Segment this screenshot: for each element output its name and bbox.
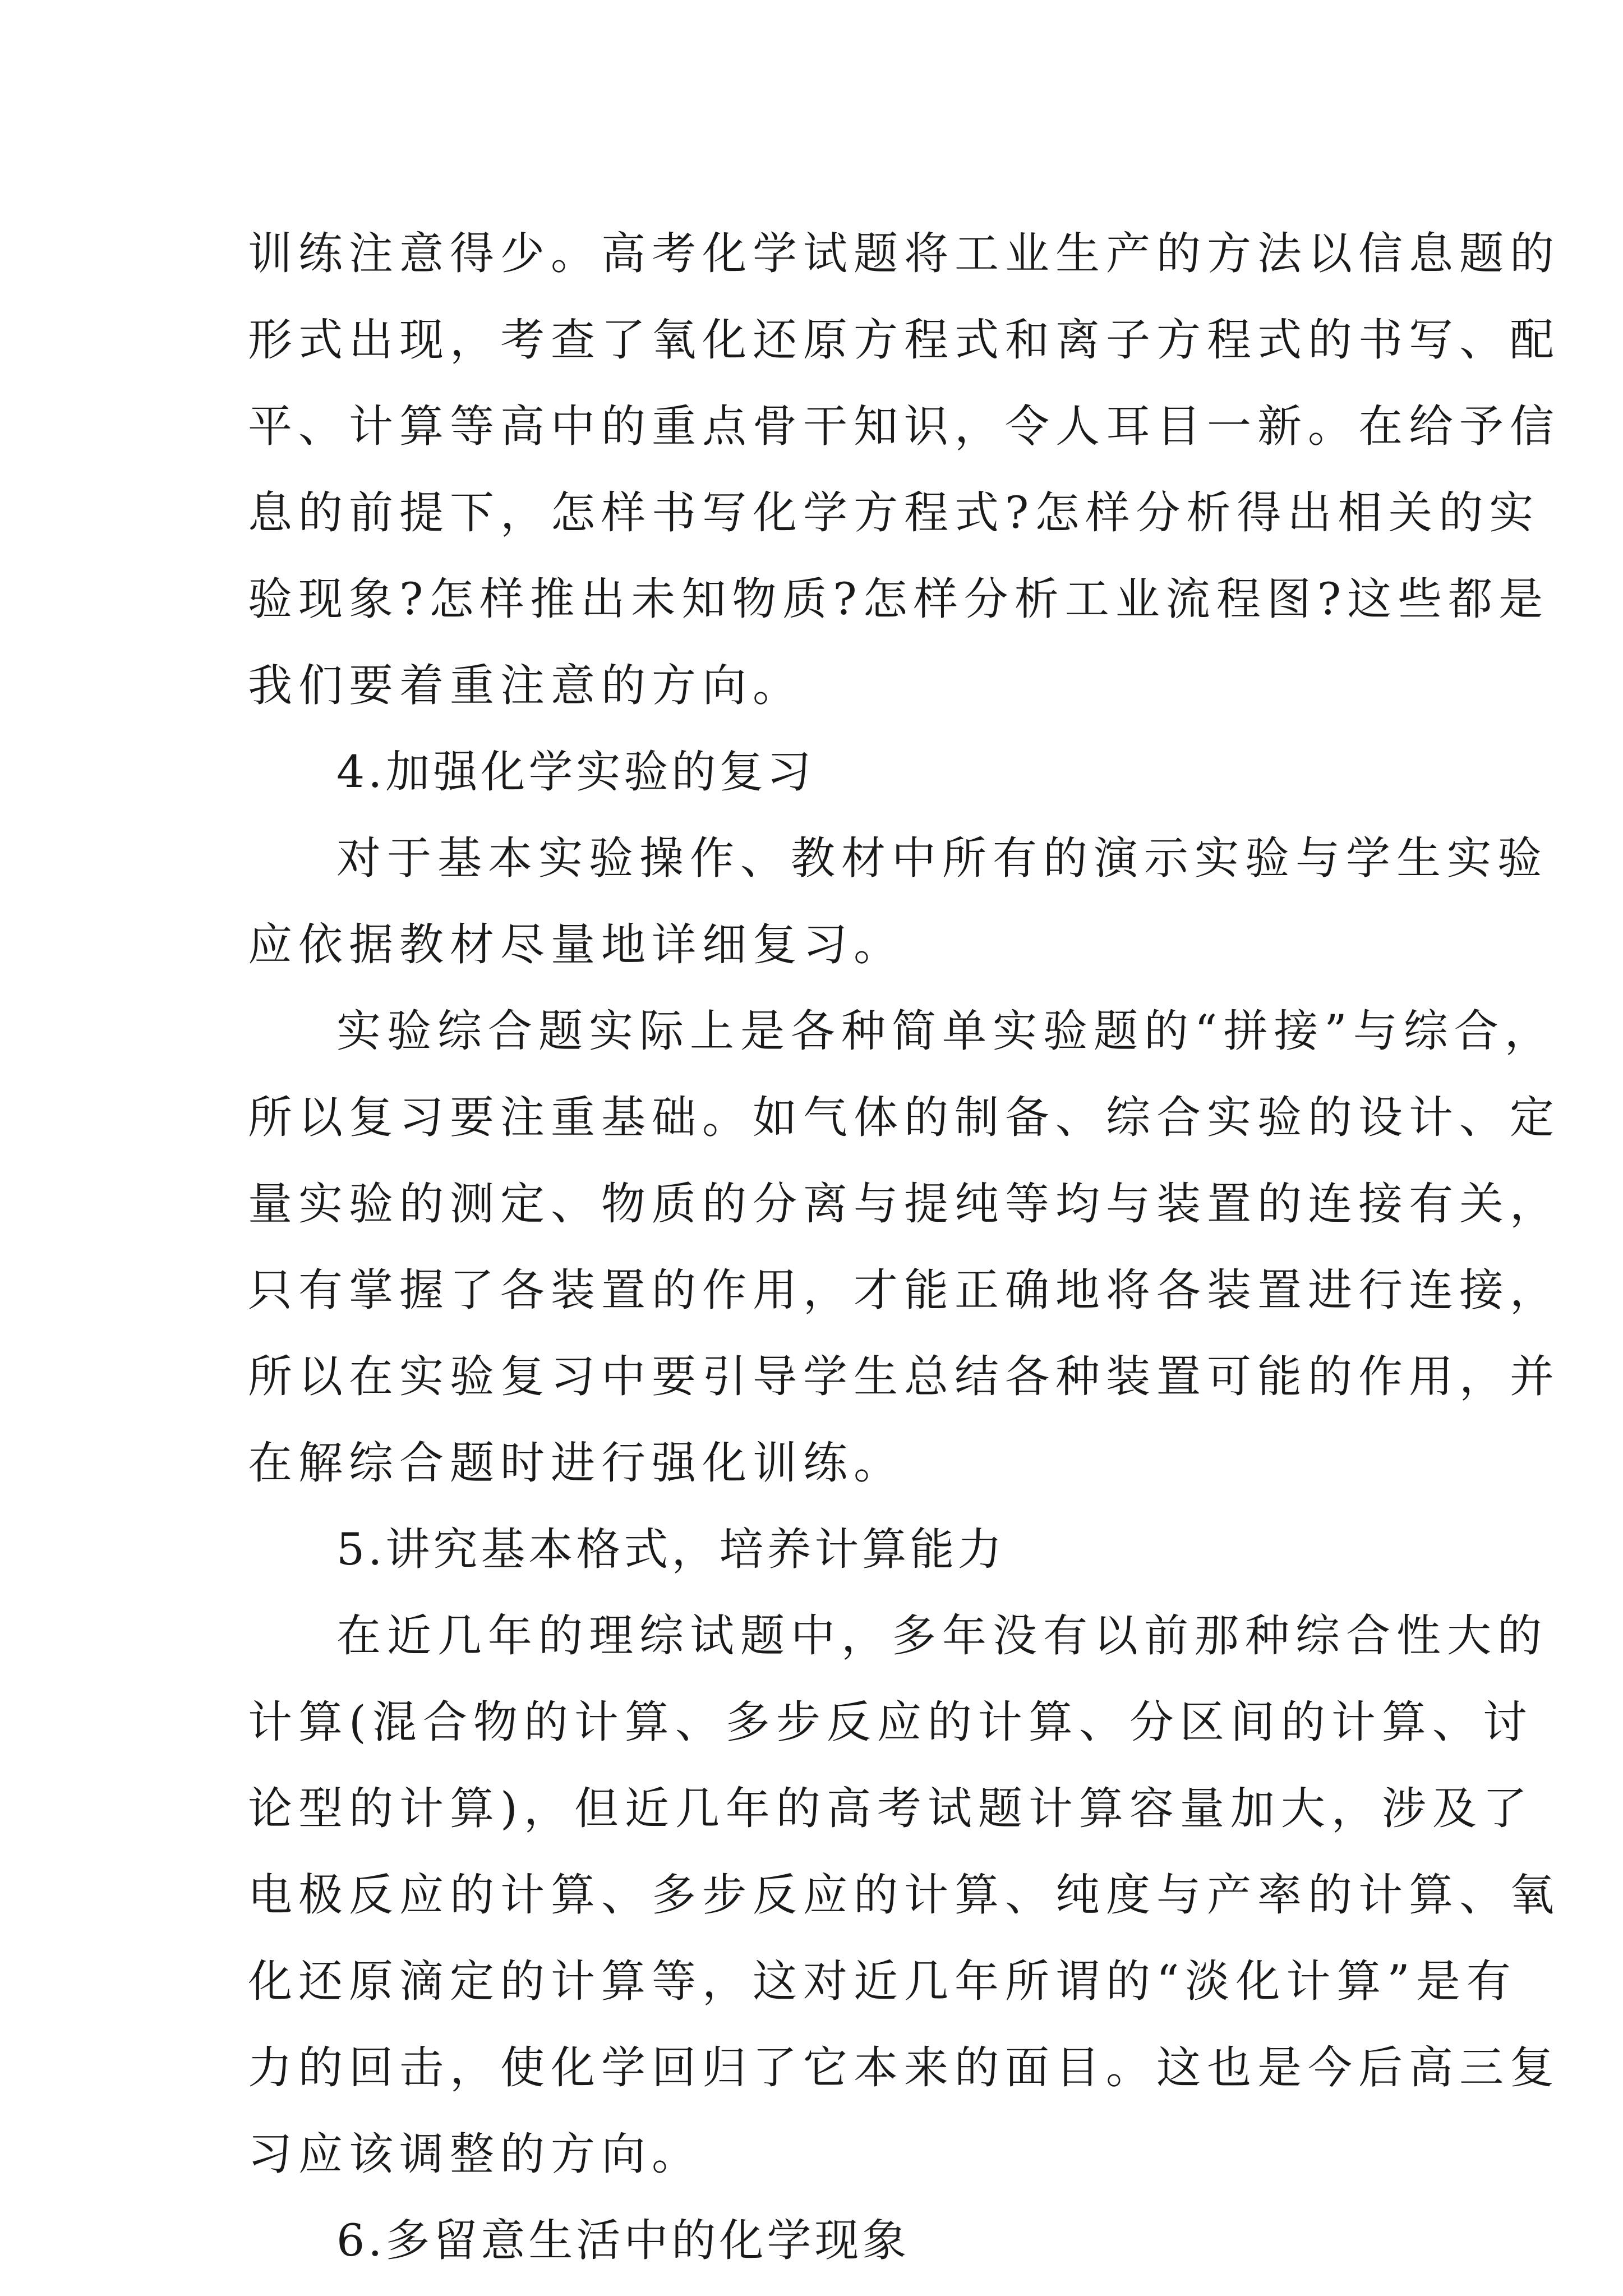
text-line: 在解综合题时进行强化训练。 (248, 1437, 904, 1489)
text-line: 习应该调整的方向。 (248, 2128, 702, 2180)
text-line: 形式出现，考查了氧化还原方程式和离子方程式的书写、配 (248, 314, 1560, 366)
text-line: 量实验的测定、物质的分离与提纯等均与装置的连接有关， (248, 1178, 1560, 1230)
text-line: 只有掌握了各装置的作用，才能正确地将各装置进行连接， (248, 1264, 1560, 1316)
paragraph-first-line: 对于基本实验操作、教材中所有的演示实验与学生实验 (336, 832, 1548, 884)
text-line: 计算(混合物的计算、多步反应的计算、分区间的计算、讨 (248, 1696, 1533, 1748)
section-heading: 4.加强化学实验的复习 (336, 746, 815, 798)
paragraph-first-line: 在近几年的理综试题中，多年没有以前那种综合性大的 (336, 1610, 1548, 1662)
text-line: 息的前提下，怎样书写化学方程式?怎样分析得出相关的实 (248, 487, 1540, 539)
text-line: 应依据教材尽量地详细复习。 (248, 919, 904, 970)
text-line: 我们要着重注意的方向。 (248, 660, 803, 711)
text-line: 电极反应的计算、多步反应的计算、纯度与产率的计算、氧 (248, 1869, 1560, 1921)
paragraph-first-line: 实验综合题实际上是各种简单实验题的“拼接”与综合， (336, 1005, 1555, 1057)
text-line: 平、计算等高中的重点骨干知识，令人耳目一新。在给予信 (248, 401, 1560, 452)
text-line: 化还原滴定的计算等，这对近几年所谓的“淡化计算”是有 (248, 1955, 1517, 2007)
text-line: 验现象?怎样推出未知物质?怎样分析工业流程图?这些都是 (248, 573, 1550, 625)
text-line: 训练注意得少。高考化学试题将工业生产的方法以信息题的 (248, 228, 1560, 279)
text-line: 所以复习要注重基础。如气体的制备、综合实验的设计、定 (248, 1092, 1560, 1143)
text-line: 论型的计算)，但近几年的高考试题计算容量加大，涉及了 (248, 1783, 1533, 1834)
text-line: 力的回击，使化学回归了它本来的面目。这也是今后高三复 (248, 2042, 1560, 2093)
section-heading: 6.多留意生活中的化学现象 (336, 2215, 910, 2266)
section-heading: 5.讲究基本格式，培养计算能力 (336, 1524, 1006, 1575)
text-line: 所以在实验复习中要引导学生总结各种装置可能的作用，并 (248, 1351, 1560, 1402)
document-body (248, 210, 1560, 2284)
